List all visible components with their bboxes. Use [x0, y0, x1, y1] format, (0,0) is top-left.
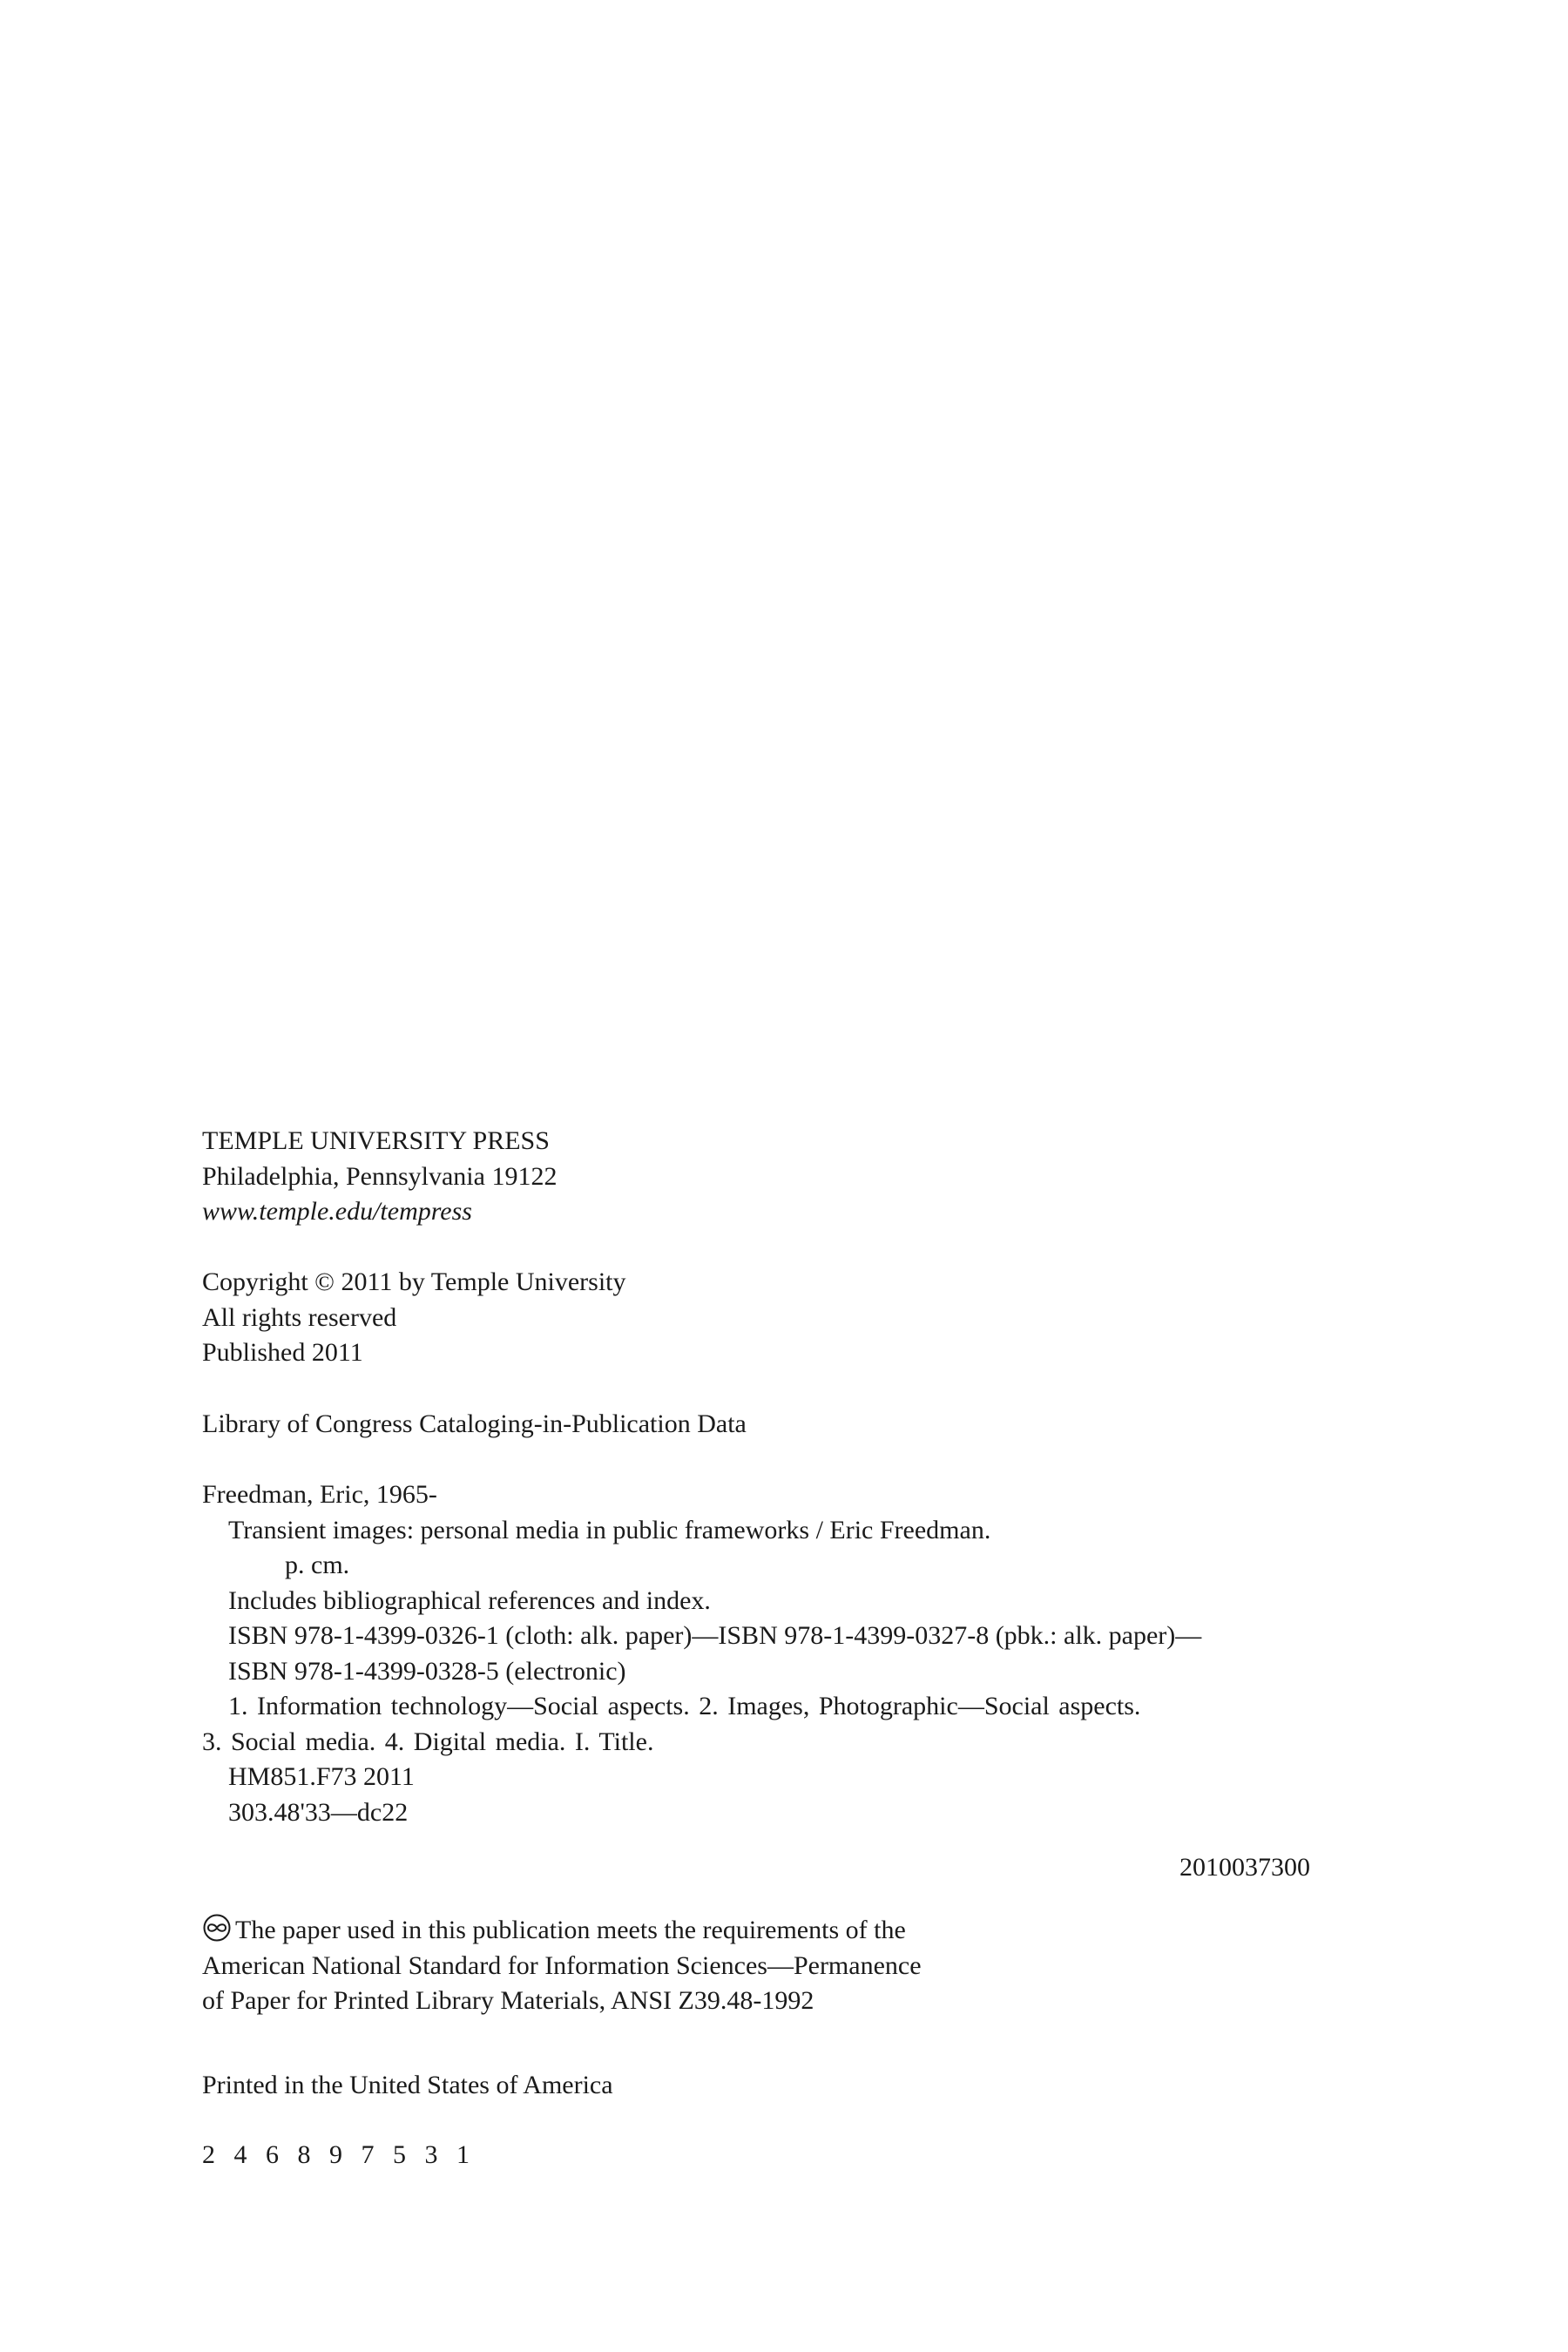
cip-lccn: 2010037300	[1179, 1853, 1310, 1882]
printed-line: Printed in the United States of America	[202, 2071, 613, 2099]
paper-line1	[202, 1913, 1361, 1949]
cip-record	[202, 1477, 1361, 1830]
paper-line1-text: The paper used in this publication meets the requirements of the	[235, 1916, 906, 1944]
cip-heading-block	[202, 1407, 1361, 1443]
cip-pages: p. cm.	[285, 1551, 350, 1579]
cip-heading: Library of Congress Cataloging-in-Publication Data	[202, 1409, 747, 1438]
printed-block	[202, 2068, 1361, 2104]
copyright-block	[202, 1265, 1361, 1371]
cip-classification: HM851.F73 2011	[228, 1762, 415, 1791]
publisher-block	[202, 1124, 1361, 1230]
cip-title: Transient images: personal media in public frameworks / Eric Freedman.	[228, 1515, 991, 1544]
publisher-address: Philadelphia, Pennsylvania 19122	[202, 1161, 558, 1191]
cip-notes: Includes bibliographical references and index.	[228, 1585, 711, 1615]
permanent-paper-infinity-icon	[202, 1913, 232, 1943]
copyright-line: Copyright © 2011 by Temple University	[202, 1267, 626, 1296]
publisher-name: TEMPLE UNIVERSITY PRESS	[202, 1126, 550, 1155]
paper-statement	[202, 1913, 1361, 2019]
cip-isbn-line1: ISBN 978-1-4399-0326-1 (cloth: alk. paper)—ISBN 978-1-4399-0327-8 (pbk.: alk. paper)—	[228, 1621, 1202, 1650]
cip-subjects-line2: 3. Social media. 4. Digital media. I. Title.	[202, 1727, 654, 1756]
cip-subjects-line1: 1. Information technology—Social aspects. 2. Images, Photographic—Social aspects.	[228, 1692, 1141, 1720]
cip-isbn-line2: ISBN 978-1-4399-0328-5 (electronic)	[228, 1656, 626, 1686]
rights-line: All rights reserved	[202, 1302, 397, 1332]
paper-line3: of Paper for Printed Library Materials, ANSI Z39.48-1992	[202, 1986, 814, 2015]
published-line: Published 2011	[202, 1338, 363, 1367]
print-line: 2 4 6 8 9 7 5 3 1	[202, 2140, 470, 2169]
cip-dewey: 303.48'33—dc22	[228, 1797, 409, 1827]
cip-author: Freedman, Eric, 1965-	[202, 1480, 437, 1509]
publisher-url[interactable]: www.temple.edu/tempress	[202, 1197, 472, 1226]
paper-line2: American National Standard for Information Sciences—Permanence	[202, 1950, 922, 1980]
